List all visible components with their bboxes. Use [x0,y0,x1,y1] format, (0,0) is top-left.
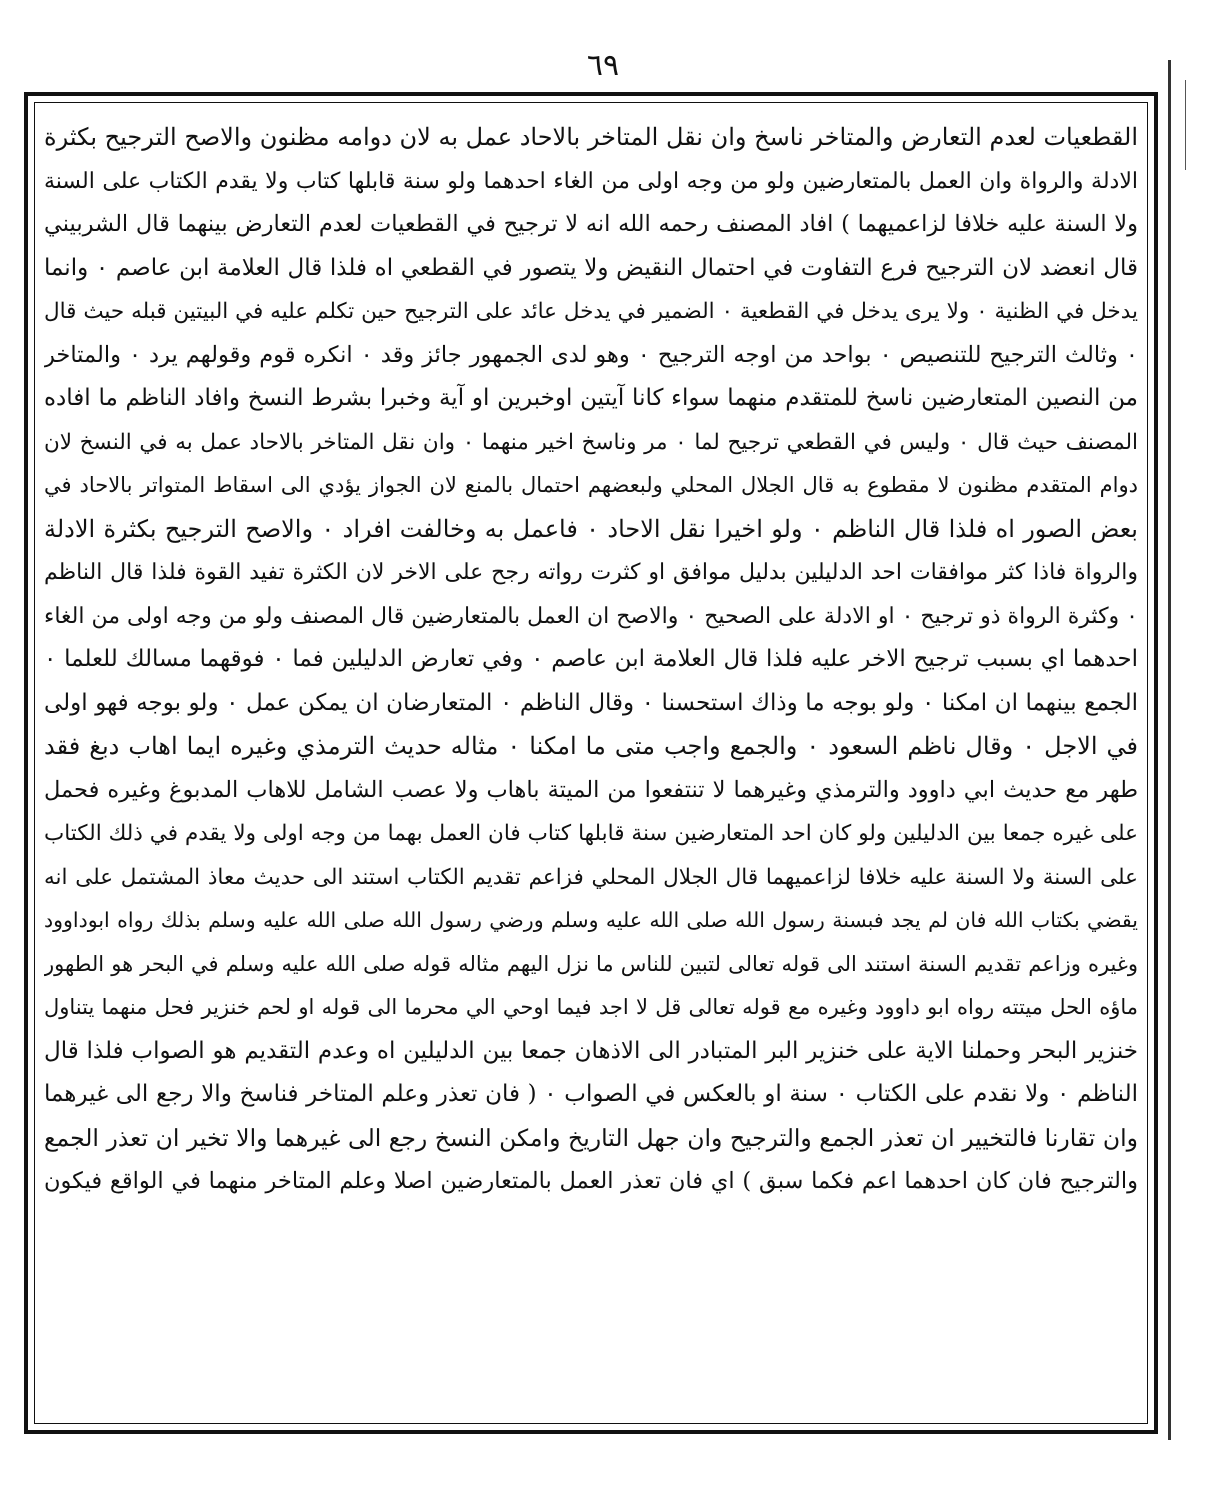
text-line: من النصين المتعارضين ناسخ للمتقدم منهما سواء كانا آيتين اوخبرين او آية وخبرا بشرط النسخ وافاد الناظم ما افاده [44,385,1138,411]
text-line: يقضي بكتاب الله فان لم يجد فبسنة رسول الله صلى الله عليه وسلم ورضي رسول الله صلى الله عليه وسلم بذلك رواه ابوداوود [44,908,1138,932]
text-line: ماؤه الحل ميتته رواه ابو داوود وغيره مع قوله تعالى قل لا اجد فيما اوحي الي محرما الى قوله او لحم خنزير فحل منهما يتناول [44,995,1138,1019]
margin-rule-short [1185,80,1186,170]
text-line: القطعيات لعدم التعارض والمتاخر ناسخ وان نقل المتاخر بالاحاد عمل به لان دوامه مظنون والاصح الترجيح بكثرة [44,123,1138,151]
text-line: طهر مع حديث ابي داوود والترمذي وغيرهما لا تنتفعوا من الميتة باهاب ولا عصب الشامل للاهاب المدبوغ وغيره فحمل [44,776,1138,803]
text-line: خنزير البحر وحملنا الاية على خنزير البر المتبادر الى الاذهان جمعا بين الدليلين اه وعدم التقديم هو الصواب فلذا قال [44,1037,1138,1064]
text-line: الادلة والرواة وان العمل بالمتعارضين ولو من وجه اولى من الغاء احدهما ولو سنة قابلها كتاب ولا يقدم الكتاب على السنة [44,168,1138,194]
text-line: وغيره وزاعم تقديم السنة استند الى قوله تعالى لتبين للناس ما نزل اليهم مثاله قوله صلى الله عليه وسلم في البحر هو الطهور [44,951,1138,976]
text-line: دوام المتقدم مظنون لا مقطوع به قال الجلال المحلي ولبعضهم احتمال بالمنع لان الجواز يؤدي الى اسقاط المتواتر بالاحاد في [44,473,1138,497]
text-line: الناظم ٠ ولا نقدم على الكتاب ٠ سنة او بالعكس في الصواب ٠ ( فان تعذر وعلم المتاخر فناسخ والا رجع الى غيرهما [44,1081,1138,1107]
margin-rule [1168,60,1171,1440]
text-line: المصنف حيث قال ٠ وليس في القطعي ترجيح لما ٠ مر وناسخ اخير منهما ٠ وان نقل المتاخر بالاحاد عمل به في النسخ لان [44,429,1138,455]
text-line: بعض الصور اه فلذا قال الناظم ٠ ولو اخيرا نقل الاحاد ٠ فاعمل به وخالفت افراد ٠ والاصح الترجيح بكثرة الادلة [44,514,1138,543]
page-number: ٦٩ [586,48,620,83]
text-line: وان تقارنا فالتخيير ان تعذر الجمع والترجيح وان جهل التاريخ وامكن النسخ رجع الى غيرهما والا تخير ان تعذر الجمع [44,1123,1138,1152]
text-line: في الاجل ٠ وقال ناظم السعود ٠ والجمع واجب متى ما امكنا ٠ مثاله حديث الترمذي وغيره ايما اهاب دبغ فقد [44,732,1138,760]
text-line: والترجيح فان كان احدهما اعم فكما سبق ) اي فان تعذر العمل بالمتعارضين اصلا وعلم المتاخر منهما في الواقع فيكون [44,1168,1138,1194]
text-line: الجمع بينهما ان امكنا ٠ ولو بوجه ما وذاك استحسنا ٠ وقال الناظم ٠ المتعارضان ان يمكن عمل ٠ ولو بوجه فهو اولى [44,689,1138,716]
text-line: ٠ وثالث الترجيح للتنصيص ٠ بواحد من اوجه الترجيح ٠ وهو لدى الجمهور جائز وقد ٠ انكره قوم وقولهم يرد ٠ والمتاخر [44,341,1138,368]
text-line: والرواة فاذا كثر موافقات احد الدليلين بدليل موافق او كثرت رواته رجح على الاخر لان الكثرة تفيد القوة فلذا قال الناظم [44,560,1138,585]
text-line: على غيره جمعا بين الدليلين ولو كان احد المتعارضين سنة قابلها كتاب فان العمل بهما من وجه اولى ولا يقدم في ذلك الكتاب [44,821,1138,846]
text-line: يدخل في الظنية ٠ ولا يرى يدخل في القطعية ٠ الضمير في يدخل عائد على الترجيح حين تكلم عليه في البيتين قبله حيث قال [44,299,1138,324]
text-line: على السنة ولا السنة عليه خلافا لزاعميهما قال الجلال المحلي فزاعم تقديم الكتاب استند الى حديث معاذ المشتمل على انه [44,864,1138,890]
text-line: ولا السنة عليه خلافا لزاعميهما ) افاد المصنف رحمه الله انه لا ترجيح في القطعيات لعدم التعارض بينهما قال الشربيني [44,211,1138,237]
body-text [44,116,1138,1204]
text-line: ٠ وكثرة الرواة ذو ترجيح ٠ او الادلة على الصحيح ٠ والاصح ان العمل بالمتعارضين قال المصنف ولو من وجه اولى من الغاء [44,603,1138,629]
text-line: احدهما اي بسبب ترجيح الاخر عليه فلذا قال العلامة ابن عاصم ٠ وفي تعارض الدليلين فما ٠ فوقهما مسالك للعلما ٠ [44,646,1138,672]
text-line: قال انعضد لان الترجيح فرع التفاوت في احتمال النقيض ولا يتصور في القطعي اه فلذا قال العلامة ابن عاصم ٠ وانما [44,254,1138,281]
